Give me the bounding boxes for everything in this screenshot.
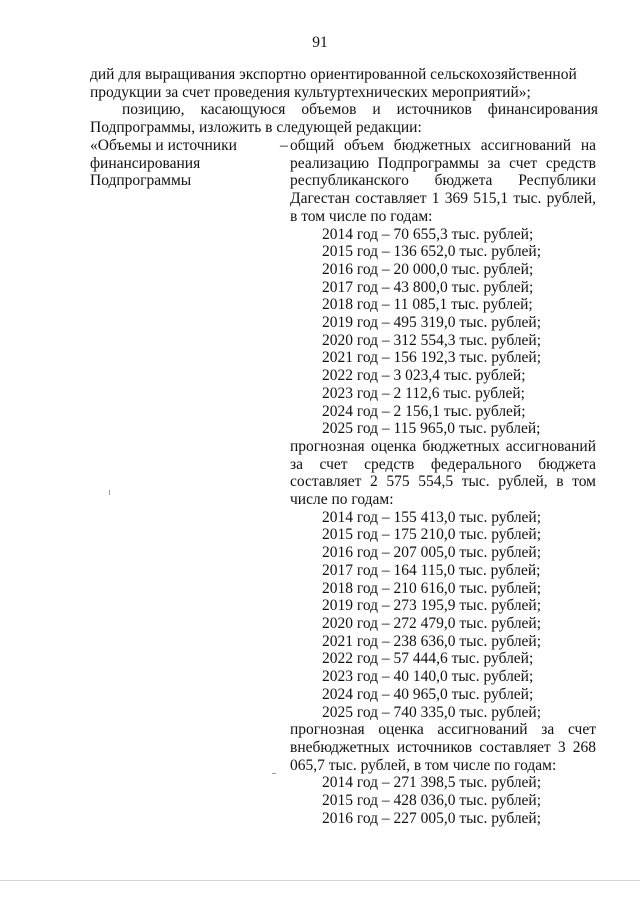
intro-line: продукции за счет проведения культуртехнических мероприятий»; <box>90 83 531 101</box>
year-amount-line: 2021 год – 238 636,0 тыс. рублей; <box>322 632 542 650</box>
intro-line: дий для выращивания экспортно ориентированной сельскохозяйственной <box>90 66 577 83</box>
year-amount-line: 2014 год – 70 655,3 тыс. рублей; <box>322 225 534 243</box>
year-amount-line: 2018 год – 210 616,0 тыс. рублей; <box>322 579 542 597</box>
year-amount-line: 2022 год – 57 444,6 тыс. рублей; <box>322 650 534 668</box>
year-amount-line: 2023 год – 2 112,6 тыс. рублей; <box>322 384 525 402</box>
federal-budget-paragraph: прогнозная оценка бюджетных ассигнований за счет средств федерального бюджета составляет 2 575 554,5 тыс. рублей, в том числе по годам: <box>290 437 596 509</box>
dash-separator: – <box>280 137 288 154</box>
year-amount-line: 2018 год – 11 085,1 тыс. рублей; <box>322 296 533 314</box>
year-amount-line: 2020 год – 272 479,0 тыс. рублей; <box>322 614 542 632</box>
year-amount-line: 2016 год – 207 005,0 тыс. рублей; <box>322 544 542 562</box>
year-amount-line: 2017 год – 164 115,0 тыс. рублей; <box>322 561 541 579</box>
federal-year-list <box>290 509 596 721</box>
year-amount-line: 2015 год – 175 210,0 тыс. рублей; <box>322 526 542 544</box>
intro-paragraph: позицию, касающуюся объемов и источников финансирования Подпрограммы, изложить в следующей редакции: <box>90 101 598 137</box>
scan-mark <box>272 773 276 774</box>
scan-mark <box>0 880 640 881</box>
year-amount-line: 2019 год – 495 319,0 тыс. рублей; <box>322 314 542 332</box>
year-amount-line: 2014 год – 155 413,0 тыс. рублей; <box>322 508 542 526</box>
year-amount-line: 2019 год – 273 195,9 тыс. рублей; <box>322 597 542 615</box>
offbudget-year-list <box>290 774 596 827</box>
regional-budget-paragraph: общий объем бюджетных ассигнований на реализацию Подпрограммы за счет средств республиканского бюджета Республики Дагестан составляет 1 369 515,1 тыс. рублей, в том числе по годам: <box>290 137 596 225</box>
year-amount-line: 2016 год – 20 000,0 тыс. рублей; <box>322 260 534 278</box>
regional-year-list <box>290 226 596 438</box>
year-amount-line: 2024 год – 2 156,1 тыс. рублей; <box>322 402 526 420</box>
year-amount-line: 2015 год – 428 036,0 тыс. рублей; <box>322 792 542 810</box>
scan-mark <box>109 490 110 495</box>
year-amount-line: 2024 год – 40 965,0 тыс. рублей; <box>322 685 534 703</box>
year-amount-line: 2025 год – 115 965,0 тыс. рублей; <box>322 420 541 438</box>
funding-details <box>290 137 596 827</box>
year-amount-line: 2016 год – 227 005,0 тыс. рублей; <box>322 809 542 827</box>
year-amount-line: 2020 год – 312 554,3 тыс. рублей; <box>322 331 542 349</box>
year-amount-line: 2022 год – 3 023,4 тыс. рублей; <box>322 367 526 385</box>
year-amount-line: 2017 год – 43 800,0 тыс. рублей; <box>322 278 534 296</box>
year-amount-line: 2021 год – 156 192,3 тыс. рублей; <box>322 349 542 367</box>
page-number: 91 <box>312 34 328 51</box>
year-amount-line: 2014 год – 271 398,5 тыс. рублей; <box>322 774 542 792</box>
funding-label: «Объемы и источники финансирования Подпрограммы <box>90 137 237 190</box>
year-amount-line: 2025 год – 740 335,0 тыс. рублей; <box>322 703 542 721</box>
year-amount-line: 2015 год – 136 652,0 тыс. рублей; <box>322 243 542 261</box>
year-amount-line: 2023 год – 40 140,0 тыс. рублей; <box>322 668 534 686</box>
offbudget-paragraph: прогнозная оценка ассигнований за счет внебюджетных источников составляет 3 268 065,7 тыс. рублей, в том числе по годам: <box>290 721 596 774</box>
intro-text <box>90 66 598 137</box>
